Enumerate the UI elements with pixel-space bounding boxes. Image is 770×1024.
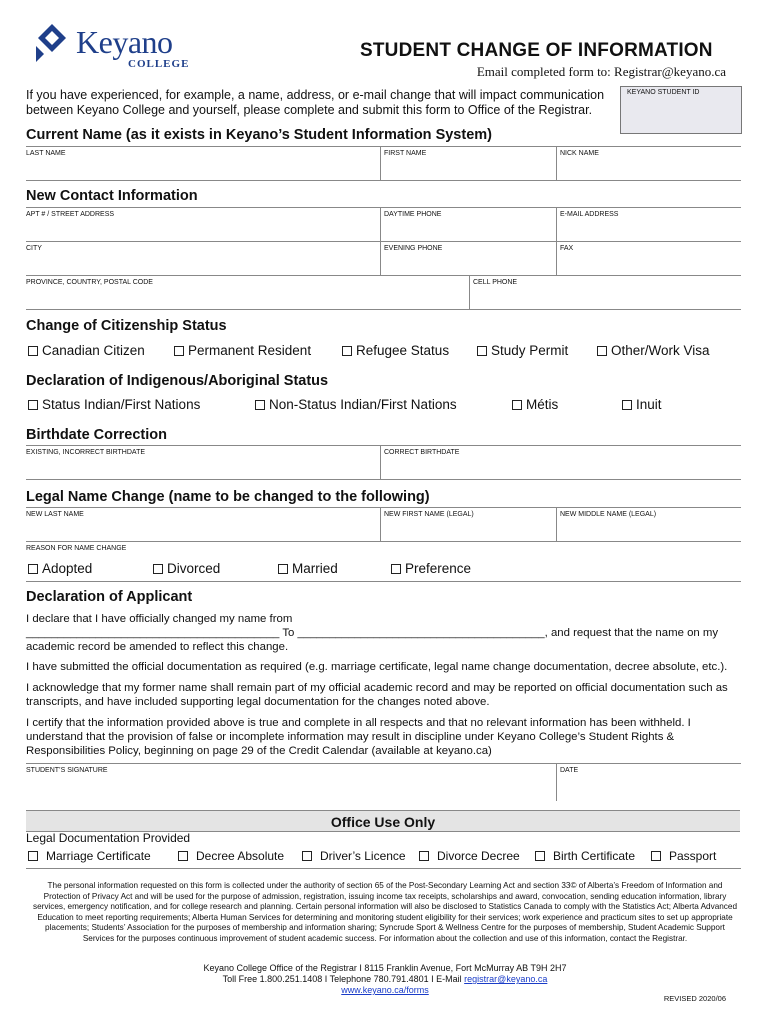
checkbox-drivers-licence[interactable]: [302, 849, 406, 863]
checkbox-label: Status Indian/First Nations: [42, 397, 201, 412]
checkbox-label: Adopted: [42, 561, 93, 576]
checkbox-box[interactable]: [255, 400, 265, 410]
declaration-heading: Declaration of Applicant: [26, 589, 193, 605]
checkbox-box[interactable]: [342, 346, 352, 356]
privacy-statement: The personal information requested on this form is collected under the authority of section 65 of the Post-Secondary Learning Act and section 33© of Alberta’s Freedom of Information and Protection of Privacy Act and will be used for the purpose of admission, registration, issuing income tax receipts, scholarships and award, convocation, sending education information, library services, emergency notification, and for college research and planning. Certain personal information will also be disclosed to Statistics Canada to comply with the Statistics Act; Alberta Advanced Education to meet reporting requirements; Alberta Human Services for determining and monitoring student eligibility for their services; work experience and practicum sites to set up appropriate placements; Students’ Association for the purposes of membership and information sharing; Syncrude Sport & Wellness Centre for the purposes of membership, Student Academic Support Services for the purposes continuous improvement of student academic success. For information about the collection and use of this information, contact the Registrar.: [32, 881, 738, 943]
first-name-label: FIRST NAME: [384, 150, 427, 157]
new-middle-name-field[interactable]: [557, 507, 741, 541]
checkbox-label: Driver’s Licence: [320, 849, 406, 863]
checkbox-box[interactable]: [28, 851, 38, 861]
office-use-heading: Office Use Only: [26, 810, 740, 832]
checkbox-status-indian[interactable]: [28, 397, 200, 412]
indigenous-heading: Declaration of Indigenous/Aboriginal Status: [26, 373, 329, 389]
revision-date: REVISED 2020/06: [663, 994, 726, 1003]
last-name-field[interactable]: [26, 146, 381, 180]
daytime-phone-field[interactable]: [381, 207, 557, 241]
keyano-logo-icon: [32, 22, 72, 62]
checkbox-box[interactable]: [302, 851, 312, 861]
declaration-documentation: I have submitted the official documentation as required (e.g. marriage certificate, legal name change documentation, decree absolute, etc.).: [26, 661, 728, 673]
contact-heading: New Contact Information: [26, 188, 198, 204]
logo-wordmark: Keyano: [76, 24, 173, 60]
declaration-acknowledge: I acknowledge that my former name shall remain part of my official academic record and may be reported on official documentation such as transcripts, and have included supporting legal documentation for the changes noted above.: [26, 682, 728, 708]
checkbox-label: Inuit: [636, 397, 662, 412]
fax-field[interactable]: [557, 241, 741, 275]
checkbox-box[interactable]: [178, 851, 188, 861]
evening-phone-field[interactable]: [381, 241, 557, 275]
signature-field[interactable]: [26, 763, 556, 801]
daytime-phone-label: DAYTIME PHONE: [384, 211, 442, 218]
reason-for-name-change: [26, 541, 741, 581]
legal-docs-label: Legal Documentation Provided: [26, 831, 191, 845]
checkbox-divorced[interactable]: [153, 561, 220, 576]
checkbox-label: Refugee Status: [356, 343, 450, 358]
date-field[interactable]: [557, 763, 741, 801]
current-name-heading: Current Name (as it exists in Keyano’s Student Information System): [26, 127, 492, 143]
legal-name-heading: Legal Name Change (name to be changed to the following): [26, 489, 430, 505]
province-field[interactable]: [26, 275, 470, 309]
correct-birthdate-field[interactable]: [381, 445, 741, 479]
declaration-line-3: academic record be amended to reflect this change.: [26, 641, 289, 653]
new-first-name-label: NEW FIRST NAME (LEGAL): [384, 511, 474, 518]
forms-website-link[interactable]: www.keyano.ca/forms: [341, 985, 429, 995]
form-title: STUDENT CHANGE OF INFORMATION: [360, 40, 713, 61]
checkbox-permanent-resident[interactable]: [174, 343, 311, 358]
checkbox-box[interactable]: [419, 851, 429, 861]
logo-subtitle: COLLEGE: [128, 58, 190, 70]
new-middle-name-label: NEW MIDDLE NAME (LEGAL): [560, 511, 657, 518]
citizenship-heading: Change of Citizenship Status: [26, 318, 227, 334]
fax-label: FAX: [560, 245, 574, 252]
first-name-field[interactable]: [381, 146, 557, 180]
checkbox-box[interactable]: [512, 400, 522, 410]
checkbox-box[interactable]: [597, 346, 607, 356]
nick-name-field[interactable]: [557, 146, 741, 180]
checkbox-adopted[interactable]: [28, 561, 92, 576]
footer-phones: Toll Free 1.800.251.1408 I Telephone 780.791.4801 I E-Mail: [222, 974, 465, 984]
footer-website: [0, 985, 770, 996]
checkbox-refugee-status[interactable]: [342, 343, 449, 358]
cell-phone-label: CELL PHONE: [473, 279, 518, 286]
checkbox-box[interactable]: [651, 851, 661, 861]
date-label: DATE: [560, 767, 579, 774]
birthdate-heading: Birthdate Correction: [26, 427, 167, 443]
checkbox-box[interactable]: [174, 346, 184, 356]
email-address-field[interactable]: [557, 207, 741, 241]
checkbox-box[interactable]: [622, 400, 632, 410]
checkbox-label: Married: [292, 561, 338, 576]
checkbox-label: Decree Absolute: [196, 849, 285, 863]
submit-email-line: Email completed form to: Registrar@keyano.ca: [476, 64, 726, 79]
email-address-label: E-MAIL ADDRESS: [560, 211, 619, 218]
checkbox-inuit[interactable]: [622, 397, 662, 412]
correct-birthdate-label: CORRECT BIRTHDATE: [384, 449, 460, 456]
checkbox-non-status-indian[interactable]: [255, 397, 457, 412]
new-last-name-field[interactable]: [26, 507, 381, 541]
checkbox-box[interactable]: [28, 346, 38, 356]
checkbox-divorce-decree[interactable]: [419, 849, 520, 863]
last-name-label: LAST NAME: [26, 150, 66, 157]
checkbox-metis[interactable]: [512, 397, 558, 412]
province-label: PROVINCE, COUNTRY, POSTAL CODE: [26, 279, 153, 286]
checkbox-decree-absolute[interactable]: [178, 849, 284, 863]
checkbox-label: Permanent Resident: [188, 343, 312, 358]
footer-contact: [0, 974, 770, 985]
footer-address: Keyano College Office of the Registrar I 8115 Franklin Avenue, Fort McMurray AB T9H 2H7: [203, 963, 567, 973]
checkbox-other-work-visa[interactable]: [597, 343, 710, 358]
cell-phone-field[interactable]: [470, 275, 741, 309]
registrar-email-link[interactable]: registrar@keyano.ca: [464, 974, 548, 984]
declaration-line-1: I declare that I have officially changed my name from: [26, 613, 293, 625]
checkbox-box[interactable]: [535, 851, 545, 861]
checkbox-label: Divorced: [167, 561, 221, 576]
checkbox-passport[interactable]: [651, 849, 716, 863]
checkbox-label: Study Permit: [491, 343, 569, 358]
city-label: CITY: [26, 245, 42, 252]
checkbox-label: Marriage Certificate: [46, 849, 151, 863]
evening-phone-label: EVENING PHONE: [384, 245, 443, 252]
checkbox-box[interactable]: [28, 564, 38, 574]
intro-text: If you have experienced, for example, a name, address, or e-mail change that will impact communication between Keyano College and yourself, please complete and submit this form to Office of the Registrar.: [26, 88, 605, 117]
street-address-label: APT # / STREET ADDRESS: [26, 211, 115, 218]
checkbox-label: Other/Work Visa: [611, 343, 710, 358]
checkbox-label: Preference: [405, 561, 472, 576]
checkbox-box[interactable]: [153, 564, 163, 574]
checkbox-preference[interactable]: [391, 561, 471, 576]
checkbox-label: Métis: [526, 397, 559, 412]
checkbox-label: Divorce Decree: [437, 849, 520, 863]
checkbox-study-permit[interactable]: [477, 343, 568, 358]
nick-name-label: NICK NAME: [560, 150, 599, 157]
declaration-line-2: ________________________________________ To _______________________________________, and request that the name on my: [26, 627, 719, 639]
checkbox-box[interactable]: [477, 346, 487, 356]
city-field[interactable]: [26, 241, 381, 275]
checkbox-label: Non-Status Indian/First Nations: [269, 397, 457, 412]
checkbox-married[interactable]: [278, 561, 338, 576]
checkbox-marriage-certificate[interactable]: [28, 849, 151, 863]
checkbox-box[interactable]: [278, 564, 288, 574]
checkbox-label: Canadian Citizen: [42, 343, 145, 358]
checkbox-box[interactable]: [28, 400, 38, 410]
checkbox-box[interactable]: [391, 564, 401, 574]
checkbox-canadian-citizen[interactable]: [28, 343, 145, 358]
new-last-name-label: NEW LAST NAME: [26, 511, 84, 518]
declaration-certify: I certify that the information provided above is true and complete in all respects and that no relevant information has been withheld. I understand that the provision of false or incomplete information may result in discipline under Keyano College’s Student Rights & Responsibilities Policy, beginning on page 29 of the Credit Calendar (available at keyano.ca): [26, 717, 691, 757]
signature-label: STUDENT’S SIGNATURE: [26, 767, 108, 774]
student-id-label: KEYANO STUDENT ID: [627, 89, 700, 96]
street-address-field[interactable]: [26, 207, 381, 241]
checkbox-birth-certificate[interactable]: [535, 849, 635, 863]
existing-birthdate-label: EXISTING, INCORRECT BIRTHDATE: [26, 449, 146, 456]
checkbox-label: Birth Certificate: [553, 849, 636, 863]
existing-birthdate-field[interactable]: [26, 445, 381, 479]
checkbox-label: Passport: [669, 849, 717, 863]
student-id-field[interactable]: [620, 86, 742, 134]
new-first-name-field[interactable]: [381, 507, 557, 541]
reason-label: REASON FOR NAME CHANGE: [26, 545, 127, 552]
